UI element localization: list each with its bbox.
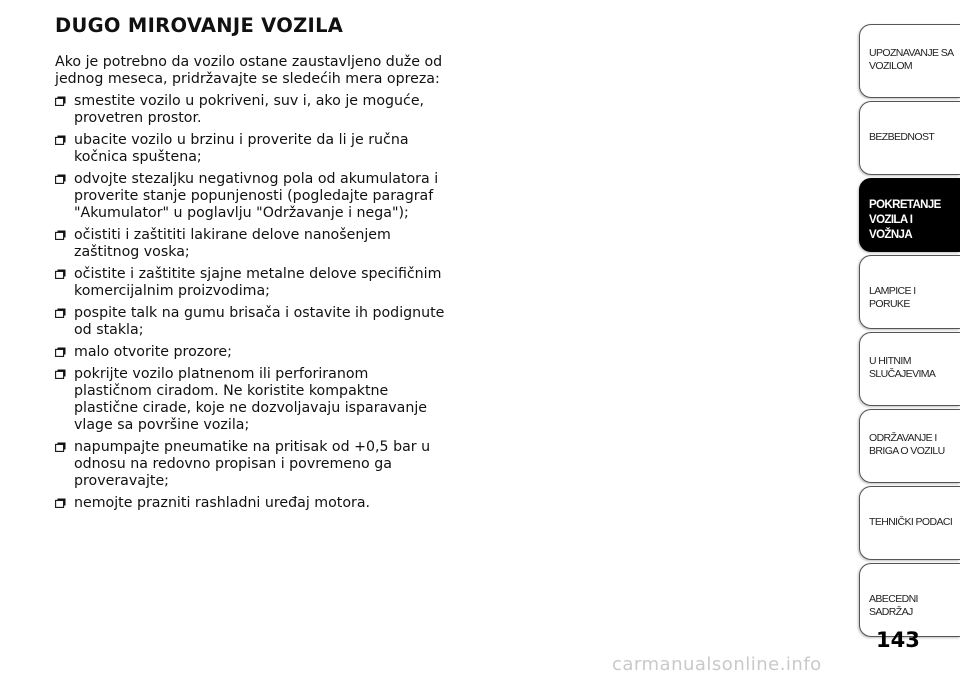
tab-abecedni-sadrzaj[interactable] bbox=[859, 563, 960, 637]
list-item-text: očistiti i zaštititi lakirane delove nanošenjem zaštitnog voska; bbox=[74, 227, 391, 260]
watermark: carmanualsonline.info bbox=[612, 654, 822, 675]
list-item bbox=[55, 439, 450, 490]
list-item bbox=[55, 305, 450, 339]
list-item-text: pospite talk na gumu brisača i ostavite ih podignute od stakla; bbox=[74, 305, 445, 338]
square-bullet-icon bbox=[55, 230, 66, 240]
tab-label: LAMPICE I PORUKE bbox=[869, 285, 916, 310]
list-item-text: očistite i zaštitite sjajne metalne delove specifičnim komercijalnim proizvodima; bbox=[74, 266, 442, 299]
square-bullet-icon bbox=[55, 442, 66, 452]
tab-lampice[interactable] bbox=[859, 255, 960, 329]
square-bullet-icon bbox=[55, 308, 66, 318]
list-item-text: smestite vozilo u pokriveni, suv i, ako je moguće, provetren prostor. bbox=[74, 93, 425, 126]
list-item bbox=[55, 93, 450, 127]
list-item bbox=[55, 227, 450, 261]
tab-upoznavanje[interactable] bbox=[859, 24, 960, 98]
tab-label: UPOZNAVANJE SA VOZILOM bbox=[869, 47, 954, 72]
chapter-tab-bar bbox=[859, 24, 960, 640]
tab-tehnicki-podaci[interactable] bbox=[859, 486, 960, 560]
square-bullet-icon bbox=[55, 96, 66, 106]
list-item-text: nemojte prazniti rashladni uređaj motora. bbox=[74, 495, 371, 511]
tab-label: BEZBEDNOST bbox=[869, 131, 935, 143]
square-bullet-icon bbox=[55, 347, 66, 357]
tab-label: ODRŽAVANJE I BRIGA O VOZILU bbox=[869, 432, 945, 457]
list-item bbox=[55, 171, 450, 222]
page-title: DUGO MIROVANJE VOZILA bbox=[55, 14, 344, 37]
list-item bbox=[55, 132, 450, 166]
list-item bbox=[55, 266, 450, 300]
list-item-text: napumpajte pneumatike na pritisak od +0,5 bar u odnosu na redovno propisan i povremeno ga proveravajte; bbox=[74, 439, 431, 489]
tab-label: POKRETANJE VOZILA I VOŽNJA bbox=[869, 199, 941, 241]
list-item-text: pokrijte vozilo platnenom ili perforiranom plastičnom ciradom. Ne koristite kompaktne plastične cirade, koje ne dozvoljavaju isparavanje vlage sa površine vozila; bbox=[74, 366, 428, 433]
square-bullet-icon bbox=[55, 269, 66, 279]
square-bullet-icon bbox=[55, 135, 66, 145]
list-item-text: malo otvorite prozore; bbox=[74, 344, 232, 360]
main-content bbox=[55, 54, 450, 517]
tab-label: ABECEDNI SADRŽAJ bbox=[869, 593, 918, 618]
tab-odrzavanje[interactable] bbox=[859, 409, 960, 483]
list-item bbox=[55, 366, 450, 434]
tab-pokretanje[interactable] bbox=[859, 178, 960, 252]
square-bullet-icon bbox=[55, 174, 66, 184]
list-item-text: ubacite vozilo u brzinu i proverite da li je ručna kočnica spuštena; bbox=[74, 132, 409, 165]
intro-paragraph: Ako je potrebno da vozilo ostane zaustavljeno duže od jednog meseca, pridržavajte se sledećih mera opreza: bbox=[55, 54, 443, 87]
tab-label: U HITNIM SLUČAJEVIMA bbox=[869, 355, 936, 380]
square-bullet-icon bbox=[55, 498, 66, 508]
list-item bbox=[55, 344, 450, 361]
square-bullet-icon bbox=[55, 369, 66, 379]
list-item-text: odvojte stezaljku negativnog pola od akumulatora i proverite stanje popunjenosti (pogledajte paragraf "Akumulator" u poglavlju "Održavanje i nega"); bbox=[74, 171, 439, 221]
page-number: 143 bbox=[876, 628, 920, 652]
list-item bbox=[55, 495, 450, 512]
precaution-list bbox=[55, 93, 450, 512]
tab-label: TEHNIČKI PODACI bbox=[869, 516, 953, 528]
tab-hitni-slucajevi[interactable] bbox=[859, 332, 960, 406]
tab-bezbednost[interactable] bbox=[859, 101, 960, 175]
